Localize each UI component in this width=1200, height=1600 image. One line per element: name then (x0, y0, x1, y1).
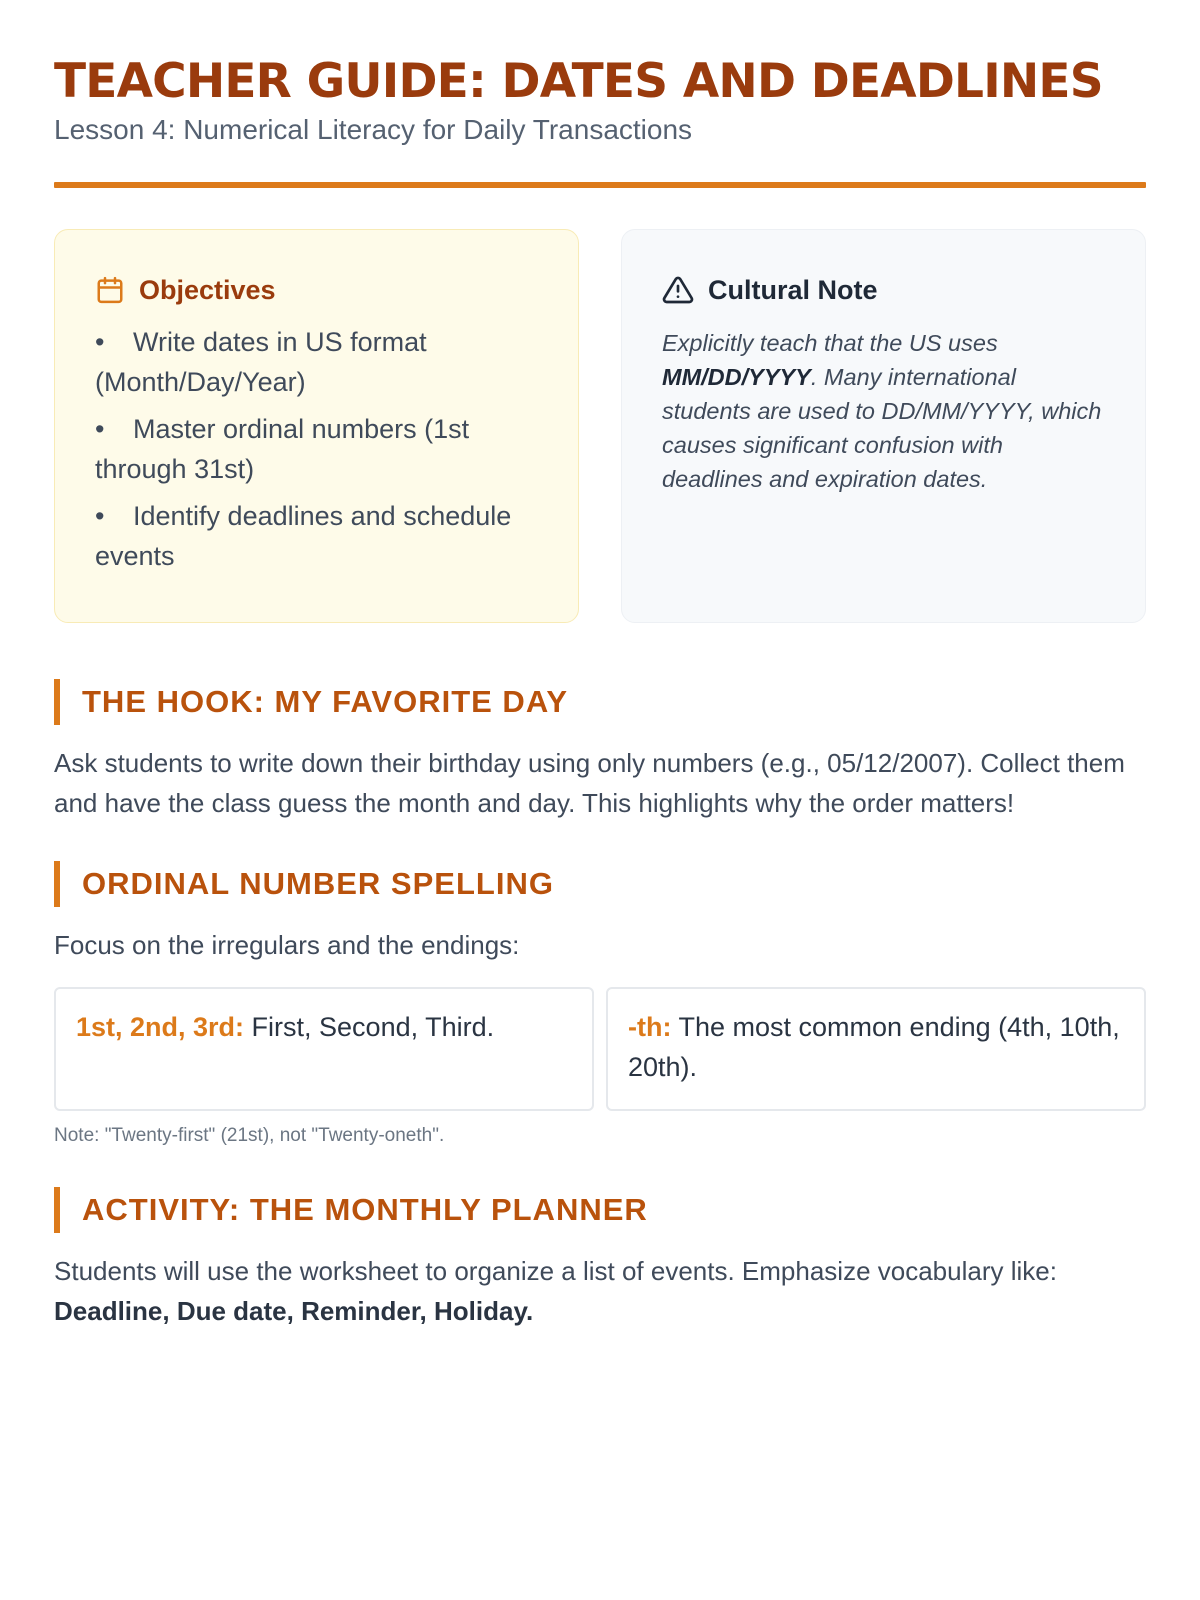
info-cards (54, 229, 1146, 623)
cultural-note-card (621, 229, 1146, 623)
ordinal-boxes (54, 987, 1146, 1111)
objectives-header (95, 270, 538, 310)
ordinal-box-irregulars (54, 987, 594, 1111)
vocabulary-list: Deadline, Due date, Reminder, Holiday. (54, 1296, 534, 1326)
date-format-emphasis: MM/DD/YYYY (662, 364, 811, 390)
ordinal-footnote: Note: "Twenty-first" (21st), not "Twenty-oneth". (54, 1125, 445, 1146)
calendar-icon (95, 275, 125, 305)
objective-item: • Write dates in US format (Month/Day/Year) (95, 322, 538, 402)
objectives-heading: Objectives (139, 274, 276, 305)
cultural-note-heading: Cultural Note (708, 274, 878, 305)
page-subtitle: Lesson 4: Numerical Literacy for Daily Transactions (54, 114, 693, 145)
ordinal-heading: ORDINAL NUMBER SPELLING (54, 861, 1146, 907)
objective-item: • Master ordinal numbers (1st through 31st) (95, 409, 538, 489)
cultural-note-text (662, 326, 1105, 496)
objective-item: • Identify deadlines and schedule events (95, 496, 538, 576)
ordinal-box-th-ending (606, 987, 1146, 1111)
page-title: TEACHER GUIDE: DATES AND DEADLINES (54, 54, 1103, 109)
cultural-note-header (662, 270, 1105, 310)
ordinal-intro: Focus on the irregulars and the endings: (54, 930, 520, 960)
activity-text-body: Students will use the worksheet to organize a list of events. Emphasize vocabulary like: (54, 1256, 1057, 1286)
hook-heading: THE HOOK: MY FAVORITE DAY (54, 679, 1146, 725)
hook-text: Ask students to write down their birthday using only numbers (e.g., 05/12/2007). Collect them and have the class guess the month and day. This highlights why the order matters! (54, 748, 1125, 818)
cultural-note-text-start: Explicitly teach that the US uses (662, 330, 998, 356)
objectives-list (95, 322, 538, 576)
activity-text (54, 1251, 1146, 1331)
ordinal-box-key: -th: (628, 1012, 672, 1042)
objectives-card (54, 229, 579, 623)
title-divider (54, 182, 1146, 188)
warning-icon (662, 274, 694, 306)
activity-heading: ACTIVITY: THE MONTHLY PLANNER (54, 1187, 1146, 1233)
ordinal-box-text: First, Second, Third. (244, 1012, 495, 1042)
cultural-note-text-end: . Many international students are used to DD/MM/YYYY, which causes significant confusion with deadlines and expiration dates. (662, 364, 1102, 492)
ordinal-box-text: The most common ending (4th, 10th, 20th). (628, 1012, 1120, 1082)
ordinal-box-key: 1st, 2nd, 3rd: (76, 1012, 245, 1042)
